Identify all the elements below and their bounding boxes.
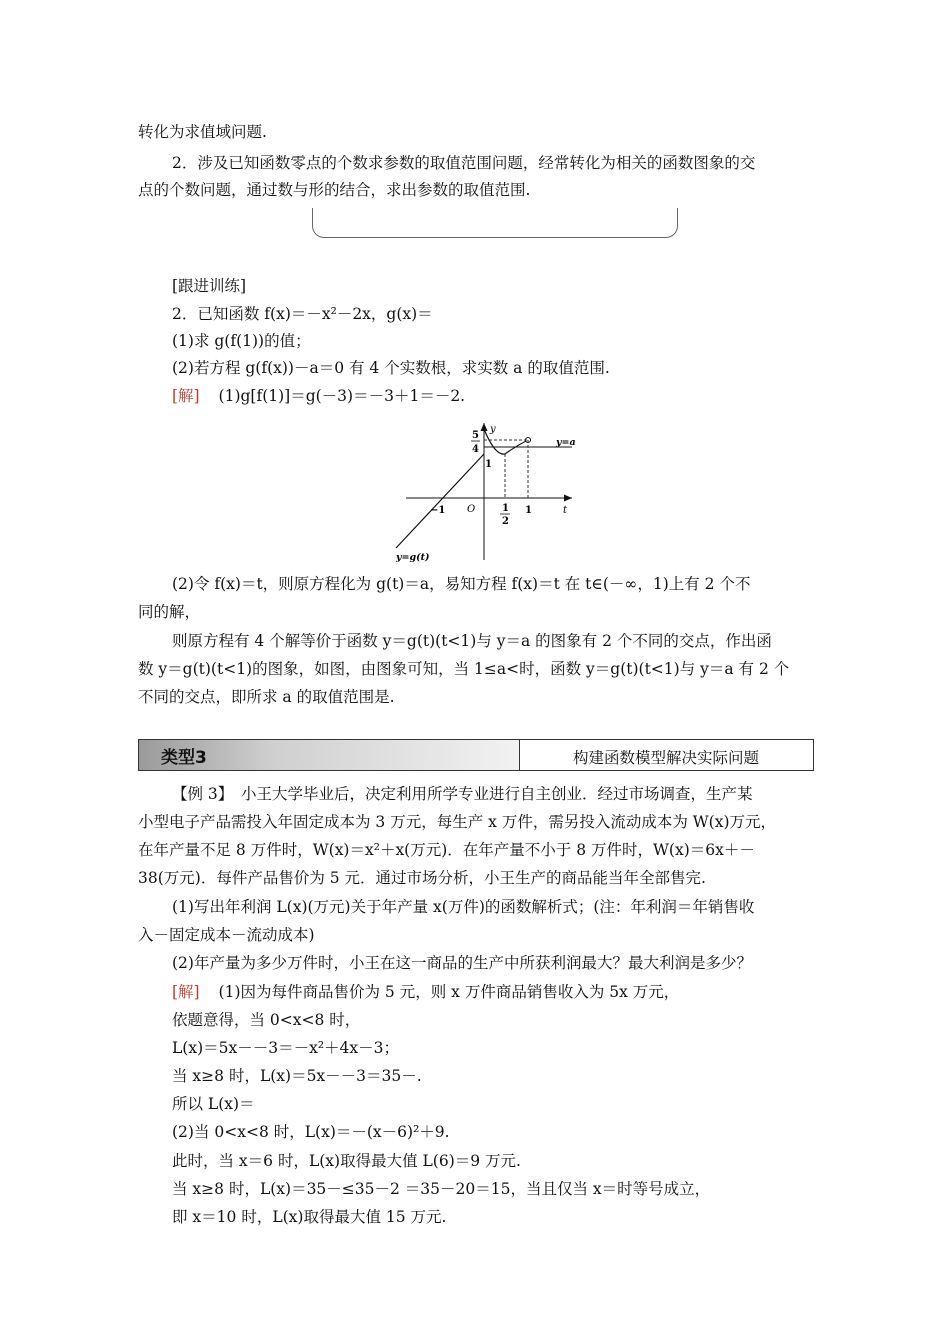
label-t: t [563,505,568,516]
practice-question: 2．已知函数 f(x)＝－x²－2x，g(x)＝ [172,305,433,323]
example3-solution-tag: [解] [172,983,200,1001]
solution-part3-line2: 数 y＝g(t)(t<1)的图象，如图，由图象可知，当 1≤a<时，函数 y＝g(t)(t<1)与 y＝a 有 2 个 [138,660,790,678]
example3-line4: 38(万元)．每件产品售价为 5 元．通过市场分析，小王生产的商品能当年全部售完. [138,869,706,887]
practice-question-part1: (1)求 g(f(1))的值； [172,332,311,350]
type3-title: 构建函数模型解决实际问题 [572,749,759,767]
label-y: y [490,424,496,435]
example3-solution-line2: 依题意得，当 0<x<8 时， [172,1011,361,1029]
example3-solution-line5: 所以 L(x)＝ [172,1095,255,1113]
function-graph [392,420,582,565]
practice-solution-line1 [172,386,465,406]
example3-solution-line7: 此时，当 x＝6 时，L(x)取得最大值 L(6)＝9 万元. [172,1152,521,1170]
paragraph-conclusion: 转化为求值域问题. [138,123,267,141]
label-5: 5 [472,430,479,441]
label-half-den: 2 [502,516,509,527]
t-axis-arrow [564,495,572,502]
example3-solution-line9: 即 x＝10 时，L(x)取得最大值 15 万元. [172,1208,447,1226]
example3-solution-line4: 当 x≥8 时，L(x)＝5x－－3＝35－. [172,1067,422,1085]
example3-question1: (1)写出年利润 L(x)(万元)关于年产量 x(万件)的函数解析式；(注：年利润＝年销售收 [172,898,755,916]
example3-line1: 【例 3】 小王大学毕业后，决定利用所学专业进行自主创业．经过市场调查，生产某 [172,785,753,803]
type3-tag: 类型3 [161,748,207,768]
practice-heading: [跟进训练] [172,277,247,295]
solution-part2-line1: (2)令 f(x)＝t，则原方程化为 g(t)＝a，易知方程 f(x)＝t 在 t∈(－∞，1)上有 2 个不 [172,575,751,593]
solution-text: (1)g[f(1)]＝g(－3)＝－3＋1＝－2. [218,387,466,405]
type3-tag-area [139,740,519,770]
example3-line2: 小型电子产品需投入年固定成本为 3 万元，每生产 x 万件，需另投入流动成本为 W(x)万元， [138,813,777,831]
solution-part3-line1: 则原方程有 4 个解等价于函数 y＝g(t)(t<1)与 y＝a 的图象有 2 个不同的交点，作出函 [172,632,772,650]
solution-part3-line3: 不同的交点，即所求 a 的取值范围是. [138,688,395,706]
example3-solution-line8: 当 x≥8 时，L(x)＝35－≤35－2 ＝35－20＝15，当且仅当 x＝时等号成立， [172,1180,711,1198]
label-origin: O [467,504,476,515]
example3-solution-line1 [172,982,679,1002]
example3-solution-line3: L(x)＝5x－－3＝－x²＋4x－3； [172,1039,400,1057]
solution-part2-line2: 同的解， [138,603,201,621]
example3-solution-text: (1)因为每件商品售价为 5 元，则 x 万件商品销售收入为 5x 万元， [218,983,680,1001]
solution-tag: [解] [172,387,200,405]
example3-question2: (2)年产量为多少万件时，小王在这一商品的生产中所获利润最大？最大利润是多少？ [172,954,752,972]
summary-box-bottom [312,208,678,238]
example3-question1-cont: 入－固定成本－流动成本) [138,926,315,944]
paragraph-point-2-cont: 点的个数问题，通过数与形的结合，求出参数的取值范围. [138,181,531,199]
label-1-t: 1 [525,505,532,516]
label-y-equals-a: y=a [556,437,576,448]
example3-solution-line6: (2)当 0<x<8 时，L(x)＝－(x－6)²＋9. [172,1123,450,1141]
label-1-y: 1 [485,459,492,470]
type3-header [138,739,814,771]
label-neg1: −1 [430,505,446,516]
label-half-num: 1 [502,503,509,514]
paragraph-point-2: 2．涉及已知函数零点的个数求参数的取值范围问题，经常转化为相关的函数图象的交 [172,154,756,172]
label-y-equals-gt: y=g(t) [396,552,430,563]
label-4: 4 [472,444,479,455]
practice-question-part2: (2)若方程 g(f(x))－a＝0 有 4 个实数根，求实数 a 的取值范围. [172,359,610,377]
line-segment-g [396,454,484,548]
example3-line3: 在年产量不足 8 万件时，W(x)＝x²＋x(万元)．在年产量不小于 8 万件时，W(x)＝6x＋－ [138,841,755,859]
